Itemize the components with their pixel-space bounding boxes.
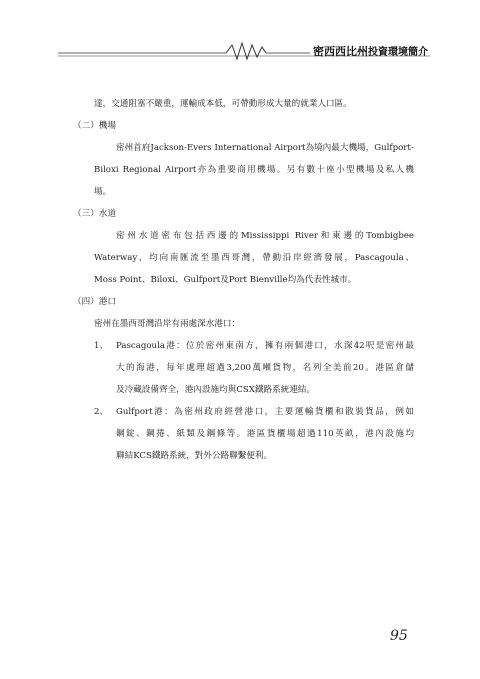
waterway-line-3: Moss Point、Biloxi、Gulfport及Port Bienville均為代表性城市。 — [94, 275, 357, 285]
airport-heading: （二）機場 — [73, 121, 116, 131]
page-number: 95 — [390, 628, 408, 644]
airport-line-2: Biloxi Regional Airport亦為重要商用機場。另有數十座小型機場及私人機 — [94, 165, 414, 175]
waterway-line-2: Waterway，均向南匯流至墨西哥灣，帶動沿岸經濟發展，Pascagoula、 — [94, 253, 414, 263]
header-title-main: 密西西比州 — [313, 45, 368, 58]
airport-line-3: 場。 — [94, 187, 112, 197]
port-item-2-number: 2、 — [94, 407, 109, 417]
page-header — [58, 37, 430, 63]
port-item-1 — [94, 335, 414, 401]
header-title-sub: 投資環境簡介 — [368, 47, 428, 58]
waterway-heading: （三）水道 — [73, 209, 116, 219]
port-item-2-line-2: 鋼錠、鋼捲、紙類及鋼條等。港區貨櫃場超過110英畝，港內設施均 — [116, 429, 414, 439]
port-intro: 密州在墨西哥灣沿岸有兩處深水港口： — [94, 319, 241, 329]
page-content — [73, 93, 414, 467]
port-item-1-line-1: Pascagoula港：位於密州東南方，擁有兩個港口，水深42呎是密州最 — [116, 341, 414, 351]
port-item-1-line-2: 大的海港，每年處理超過3,200萬噸貨物，名列全美前20。港區倉儲 — [116, 363, 414, 373]
port-item-2-line-1: Gulfport港：為密州政府經營港口，主要運輸貨櫃和散裝貨品，例如 — [116, 407, 414, 417]
waterway-line-1: 密州水道密布包括西邊的Mississippi River和東邊的Tombigbee — [116, 231, 414, 241]
port-item-2 — [94, 401, 414, 467]
header-title — [313, 43, 428, 59]
port-item-1-line-3: 及冷藏設備齊全，港內設施均與CSX鐵路系統連結。 — [116, 385, 316, 395]
intro-line: 達，交通阻塞不嚴重，運輸成本低，可帶動形成大量的就業人口區。 — [94, 99, 352, 109]
port-item-1-number: 1、 — [94, 341, 109, 351]
airport-line-1: 密州首府Jackson-Evers International Airport為境內最大機場，Gulfport- — [116, 143, 414, 153]
port-item-2-line-3: 聯結KCS鐵路系統，對外公路聯繫便利。 — [116, 451, 273, 461]
port-heading: （四）港口 — [73, 297, 116, 307]
